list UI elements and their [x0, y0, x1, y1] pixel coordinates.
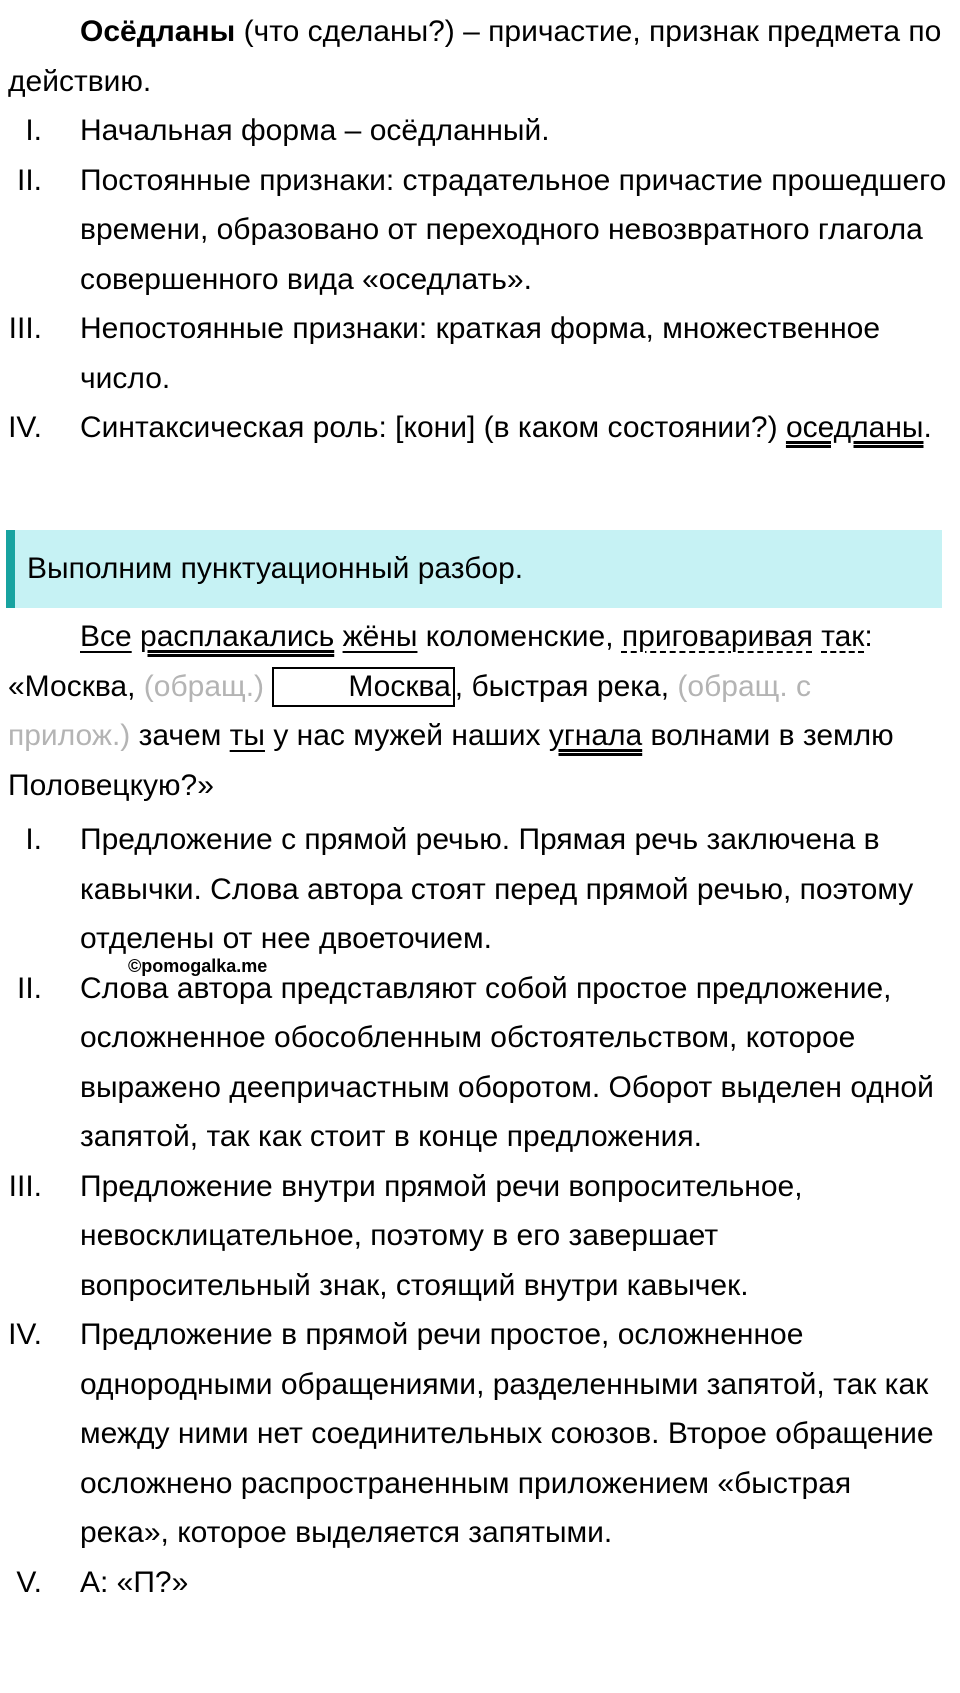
word-address-boxed: Москва	[272, 667, 454, 707]
list-number: I.	[25, 114, 42, 147]
word-predicate: расплакались	[140, 620, 335, 653]
list-number: V.	[16, 1565, 42, 1599]
list-number: II.	[16, 163, 42, 197]
word-subject: жёны	[342, 620, 418, 653]
list-text: А: «П?»	[80, 1565, 189, 1599]
list-item	[0, 304, 960, 403]
list-text: Начальная форма – осёдланный.	[80, 114, 550, 147]
list-number: III.	[8, 312, 42, 345]
sentence-text: волнами в землю Половецкую?»	[8, 719, 894, 802]
word-subject-ty: ты	[229, 719, 265, 752]
banner-title: Выполним пунктуационный разбор.	[27, 552, 524, 585]
word-adverbial-2: так	[821, 620, 865, 653]
sentence-text: коломенские,	[417, 620, 622, 653]
list-number: III.	[8, 1169, 42, 1203]
predicate-underlined: оседланы	[785, 411, 924, 444]
list-item	[0, 156, 960, 305]
note-address-appos: (обращ. с прилож.)	[8, 669, 811, 752]
participle-analysis-list	[0, 106, 960, 453]
punctuation-analysis-list	[0, 815, 944, 1607]
list-text: Постоянные признаки: страдательное причастие прошедшего времени, образовано от переходного невозвратного глагола совершенного вида «оседлать».	[80, 163, 947, 296]
note-address: (обращ.)	[143, 669, 265, 703]
list-number: IV.	[8, 411, 42, 444]
word-adverbial: приговаривая	[621, 620, 813, 653]
list-text: Предложение в прямой речи простое, осложненное однородными обращениями, разделенными запятой, так как между ними нет соединительных союзов. Второе обращение осложнено распространенным приложением «быстрая река», которое выделяется запятыми.	[80, 1318, 934, 1549]
list-number: I.	[25, 823, 42, 856]
list-item	[0, 1310, 944, 1558]
word-predicate-ugnala: угнала	[548, 719, 643, 752]
list-text: Предложение с прямой речью. Прямая речь заключена в кавычки. Слова автора стоят перед прямой речью, поэтому отделены от нее двоеточием.	[80, 823, 914, 955]
participle-intro	[0, 7, 960, 106]
participle-intro-text: (что сделаны?) – причастие, признак предмета по действию.	[8, 15, 942, 98]
sentence-text: у нас мужей наших	[264, 719, 549, 752]
list-item	[0, 964, 944, 1162]
list-item	[0, 1162, 944, 1311]
analyzed-sentence	[0, 612, 944, 810]
word-subject-modifier: Все	[80, 620, 132, 653]
list-item	[0, 1558, 944, 1608]
list-text-end: .	[923, 411, 932, 444]
sentence-text: , быстрая река,	[454, 669, 678, 703]
list-text: Слова автора представляют собой простое предложение, осложненное обособленным обстоятельством, которое выражено деепричастным оборотом. Оборот выделен одной запятой, так как стоит в конце предложения.	[80, 971, 934, 1153]
list-item	[0, 403, 960, 453]
sentence-text: : «Москва,	[8, 620, 873, 703]
list-number: II.	[16, 971, 42, 1005]
list-text: Непостоянные признаки: краткая форма, множественное число.	[80, 312, 881, 395]
watermark: ©pomogalka.me	[128, 956, 268, 976]
list-number: IV.	[8, 1318, 42, 1351]
section-banner	[6, 530, 942, 608]
list-item	[0, 106, 960, 156]
list-item	[0, 815, 944, 964]
list-text: Предложение внутри прямой речи вопросительное, невосклицательное, поэтому в его завершает вопросительный знак, стоящий внутри кавычек.	[80, 1169, 803, 1302]
list-text: Синтаксическая роль: [кони] (в каком состоянии?)	[80, 411, 786, 444]
sentence-text: зачем	[130, 719, 230, 752]
participle-word: Осёдланы	[80, 15, 236, 48]
